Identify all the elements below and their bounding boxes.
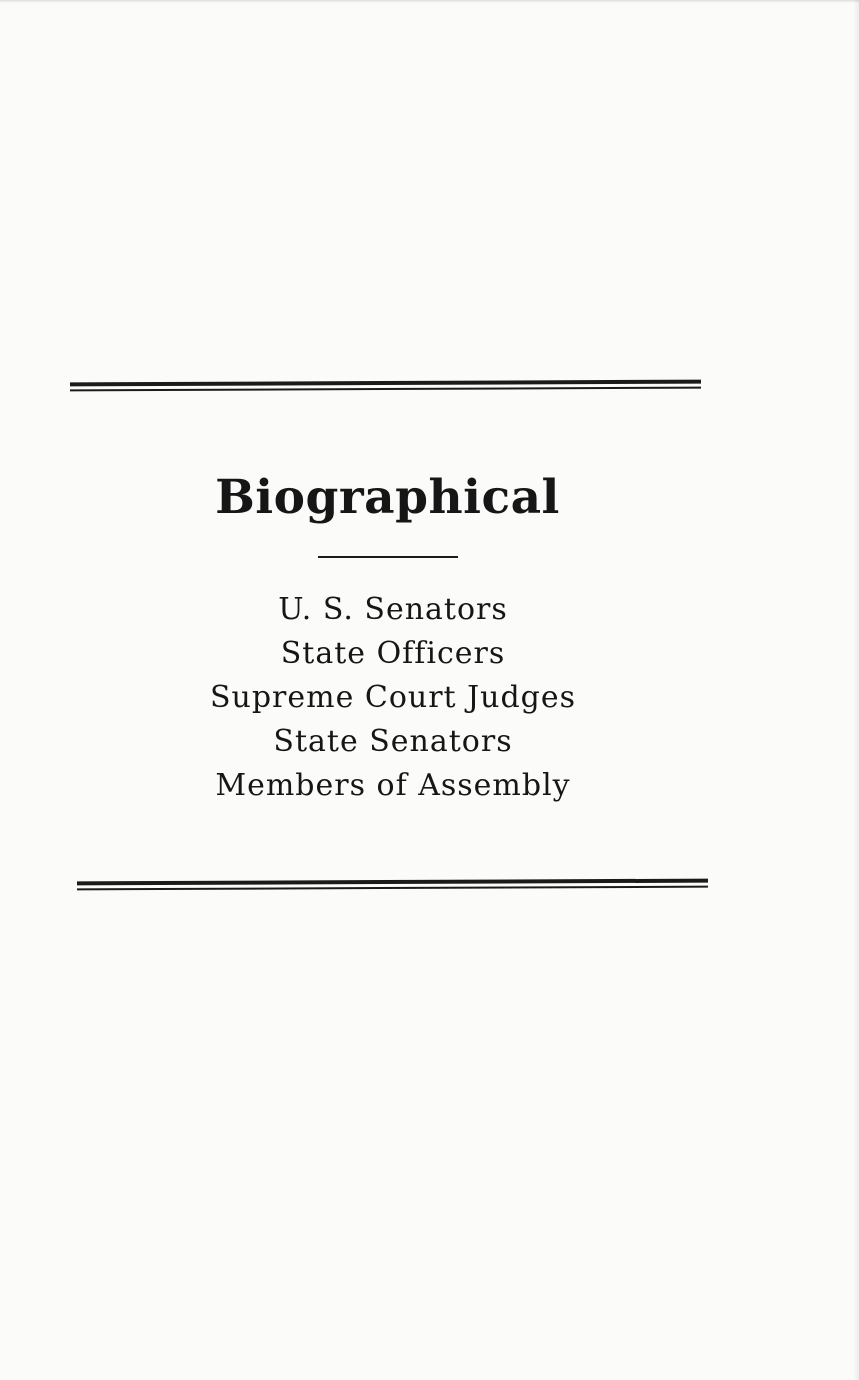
bottom-rule-thick-line [77, 879, 708, 886]
section-item-supreme-court-judges: Supreme Court Judges [209, 680, 577, 715]
section-item-members-of-assembly: Members of Assembly [215, 768, 571, 803]
bottom-double-rule [77, 879, 708, 893]
top-rule-thick-line [70, 380, 701, 387]
section-list [0, 588, 786, 808]
top-double-rule [70, 380, 701, 394]
section-item-state-senators: State Senators [273, 724, 513, 759]
title-underline-rule [318, 556, 458, 558]
section-item-state-officers: State Officers [280, 636, 506, 671]
page-top-edge [0, 0, 859, 3]
section-title: Biographical [215, 470, 560, 525]
section-item-us-senators: U. S. Senators [278, 592, 508, 627]
top-rule-thin-line [70, 387, 701, 392]
bottom-rule-thin-line [77, 886, 708, 891]
